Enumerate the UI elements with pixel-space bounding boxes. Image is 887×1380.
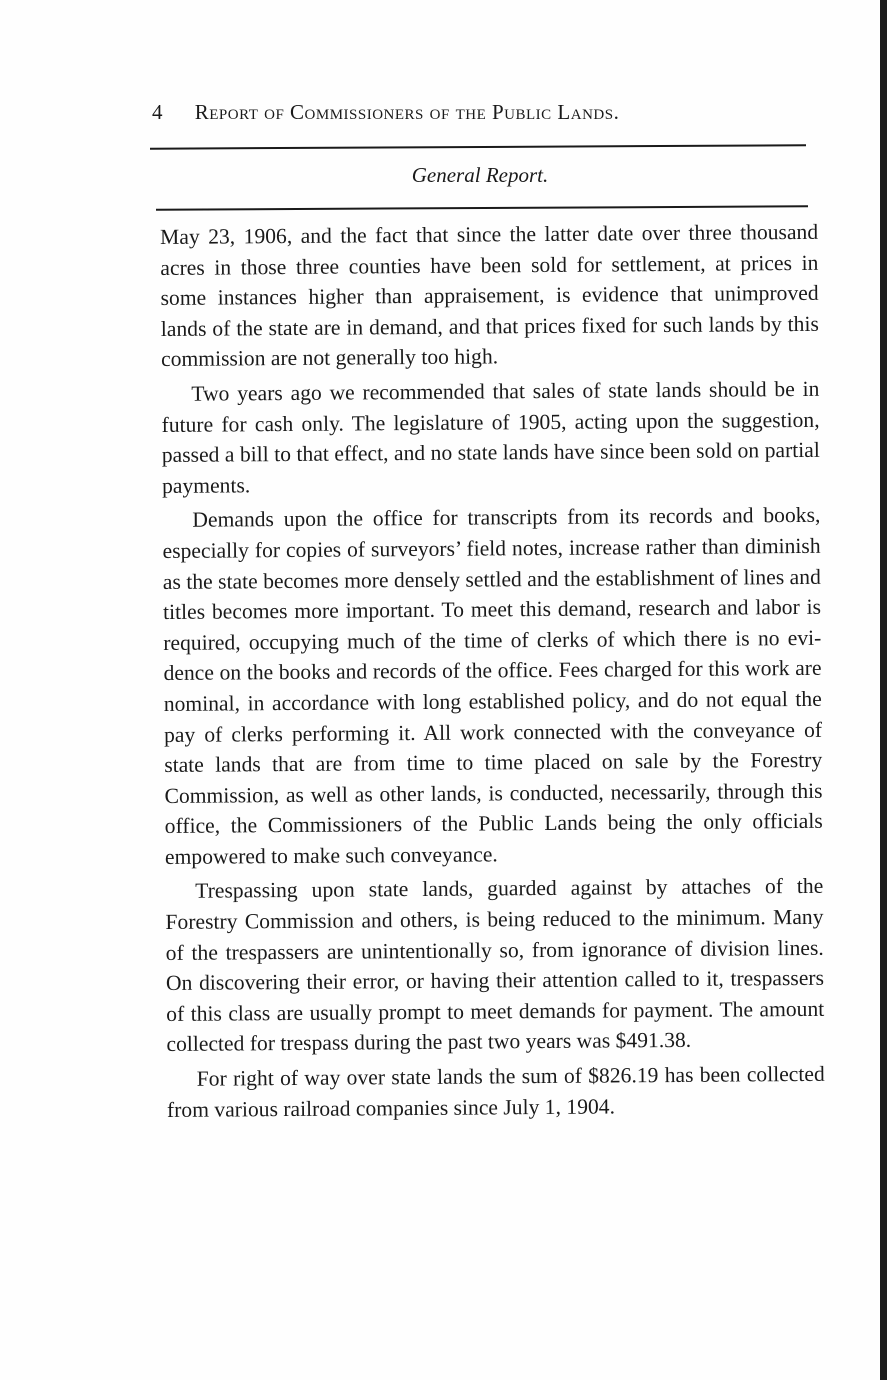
paragraph: Demands upon the office for transcripts from its records and books, especially for copies of surveyors’ field notes, increase rather than diminish as the state becomes more densely settled and the establishment of lines and titles becomes more important. To meet this demand, research and labor is required, occupying much of the time of clerks of which there is no evidence on the books and records of the office. Fees charged for this work are nominal, in accordance with long established policy, and do not equal the pay of clerks performing it. All work connected with the conveyance of state lands that are from time to time placed on sale by the Forestry Commission, as well as other lands, is conducted, necessarily, through this office, the Commissioners of the Public Lands being the only officials empowered to make such conveyance. [162, 503, 823, 869]
header-rule-top [150, 144, 806, 149]
paragraph: Trespassing upon state lands, guarded against by attaches of the Forestry Commission and others, is being reduced to the minimum. Many of the trespassers are unintentionally so, from ignorance of division lines. On discovering their error, or having their attention called to it, trespassers of this class are usually prompt to meet demands for payment. The amount collected for trespass during the past two years was $491.38. [165, 874, 825, 1057]
section-title: General Report. [411, 163, 549, 187]
running-title: Report of Commissioners of the Public Lands. [194, 100, 620, 124]
paragraph: For right of way over state lands the sum of $826.19 has been collected from various railroad companies since July 1, 1904. [166, 1061, 825, 1122]
header-rule-bottom [156, 205, 808, 210]
body-text [160, 217, 825, 1129]
page-edge-shadow [880, 0, 887, 1380]
paragraph: May 23, 1906, and the fact that since the latter date over three thousand acres in those three counties have been sold for settlement, at prices in some instances higher than appraisement, is evidence that unimproved lands of the state are in demand, and that prices fixed for such lands by this commission are not generally too high. [160, 219, 819, 372]
page-number: 4 [152, 100, 163, 124]
page-header [152, 100, 772, 125]
paragraph: Two years ago we recommended that sales of state lands should be in future for cash only. The legislature of 1905, acting upon the suggestion, passed a bill to that effect, and no state lands have since been sold on partial payments. [161, 376, 820, 498]
